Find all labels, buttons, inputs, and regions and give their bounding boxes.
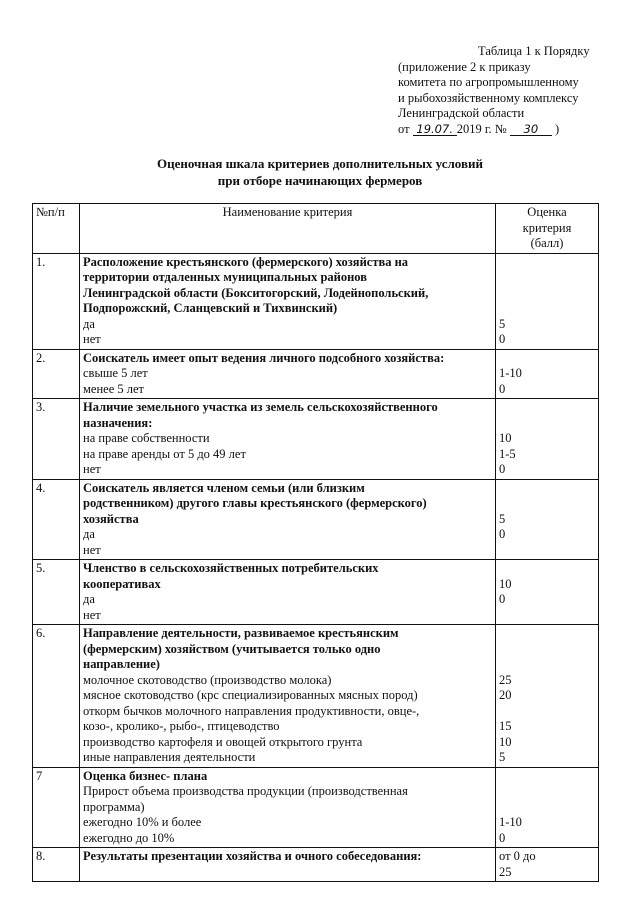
table-row: [33, 560, 599, 625]
score-value: [499, 543, 595, 559]
criterion-option-line: да: [83, 316, 95, 331]
score-value: 20: [499, 688, 512, 702]
score-value: [499, 481, 595, 497]
criterion-title-line: хозяйства: [83, 511, 139, 526]
score-value: 0: [499, 332, 506, 346]
criterion-title-line: Ленинградской области (Бокситогорский, Лодейнопольский,: [83, 285, 429, 300]
score-value: 0: [499, 592, 506, 606]
score-value: [499, 800, 595, 816]
header-line-1: Таблица 1 к Порядку: [478, 44, 590, 58]
criterion-cell: [80, 625, 496, 768]
table-header-row: [33, 204, 599, 254]
criterion-title-line: Соискатель имеет опыт ведения личного подсобного хозяйства:: [83, 350, 445, 365]
score-value: 15: [499, 719, 512, 733]
score-value: 0: [499, 462, 506, 476]
criterion-cell: [80, 848, 496, 882]
criterion-cell: [80, 349, 496, 399]
score-value: [499, 784, 595, 800]
score-value: 5: [499, 750, 506, 764]
criterion-option-line: молочное скотоводство (производство молока): [83, 672, 332, 687]
criterion-title-line: территории отдаленных муниципальных районов: [83, 270, 367, 284]
criterion-cell: [80, 560, 496, 625]
criterion-option-line: козо-, кролико-, рыбо-, птицеводство: [83, 719, 280, 733]
header-num: №п/п: [33, 204, 80, 254]
row-number: 8.: [33, 848, 80, 882]
score-value: 25: [499, 864, 512, 879]
score-value: 10: [499, 431, 512, 445]
header-line-3: комитета по агропромышленному: [398, 75, 579, 89]
score-cell: [496, 399, 599, 480]
date-prefix: от: [398, 121, 410, 136]
table-row: [33, 625, 599, 768]
row-number: 2.: [33, 349, 80, 399]
score-value: 1-10: [499, 366, 522, 380]
table-row: [33, 479, 599, 560]
header-score-line: критерия: [522, 220, 572, 235]
score-value: 0: [499, 381, 506, 396]
criterion-title-line: Соискатель является членом семьи (или близким: [83, 480, 365, 495]
criterion-title-line: назначения:: [83, 415, 153, 430]
criterion-option-line: ежегодно 10% и более: [83, 815, 202, 829]
score-cell: [496, 625, 599, 768]
score-value: 0: [499, 830, 506, 845]
criterion-option-line: менее 5 лет: [83, 381, 144, 396]
criterion-title-line: Оценка бизнес- плана: [83, 768, 208, 783]
table-row: [33, 349, 599, 399]
score-value: 1-5: [499, 446, 516, 461]
row-number: 1.: [33, 253, 80, 349]
criterion-option-line: свыше 5 лет: [83, 366, 148, 380]
score-value: [499, 608, 595, 624]
score-value: [499, 769, 595, 785]
score-value: 10: [499, 576, 512, 591]
criterion-option-line: Прирост объема производства продукции (производственная: [83, 784, 408, 798]
header-line-2: (приложение 2 к приказу: [398, 59, 531, 74]
score-value: [499, 255, 595, 271]
criterion-option-line: на праве аренды от 5 до 49 лет: [83, 446, 246, 461]
criterion-option-line: программа): [83, 799, 145, 814]
score-cell: [496, 253, 599, 349]
header-score: [496, 204, 599, 254]
title-line-2: при отборе начинающих фермеров: [217, 173, 423, 188]
criterion-option-line: иные направления деятельности: [83, 750, 256, 764]
criterion-title-line: Расположение крестьянского (фермерского) хозяйства на: [83, 254, 409, 269]
criterion-option-line: нет: [83, 542, 101, 557]
score-value: 1-10: [499, 815, 522, 829]
score-cell: [496, 848, 599, 882]
score-value: [499, 416, 595, 432]
criterion-title-line: Направление деятельности, развиваемое крестьянским: [83, 626, 399, 640]
score-value: 25: [499, 672, 512, 687]
score-value: [499, 351, 595, 367]
document-title: [0, 155, 640, 189]
score-value: 10: [499, 734, 512, 749]
criterion-cell: [80, 253, 496, 349]
handwritten-date: 19.07.: [413, 123, 457, 136]
date-close: ): [554, 121, 560, 136]
criterion-title-line: Членство в сельскохозяйственных потребительских: [83, 561, 379, 575]
criterion-title-line: Результаты презентации хозяйства и очного собеседования:: [83, 849, 422, 863]
criterion-option-line: откорм бычков молочного направления продуктивности, овце-,: [83, 703, 420, 718]
score-value: от 0 до: [499, 849, 536, 863]
score-value: [499, 626, 595, 642]
criterion-option-line: нет: [83, 607, 101, 622]
title-line-1: Оценочная шкала критериев дополнительных условий: [157, 156, 483, 171]
criterion-cell: [80, 399, 496, 480]
handwritten-order-number: 30: [510, 123, 552, 136]
criterion-title-line: (фермерским) хозяйством (учитывается только одно: [83, 641, 381, 656]
table-row: [33, 767, 599, 848]
header-line-4: и рыбохозяйственному комплексу: [398, 90, 579, 105]
criterion-title-line: направление): [83, 657, 160, 671]
criteria-table: [32, 203, 599, 882]
date-year: 2019 г. №: [456, 121, 507, 136]
header-score-line: Оценка: [527, 205, 567, 219]
header-score-line: (балл): [530, 236, 564, 250]
score-cell: [496, 560, 599, 625]
criterion-option-line: ежегодно до 10%: [83, 830, 175, 845]
criterion-title-line: Подпорожский, Сланцевский и Тихвинский): [83, 301, 338, 315]
criterion-title-line: родственником) другого главы крестьянского (фермерского): [83, 496, 427, 510]
criterion-cell: [80, 479, 496, 560]
score-value: [499, 286, 595, 302]
score-value: [499, 400, 595, 416]
score-value: [499, 496, 595, 512]
document-header: [398, 44, 634, 137]
criterion-option-line: нет: [83, 462, 101, 476]
score-cell: [496, 767, 599, 848]
criterion-option-line: мясное скотоводство (крс специализированных мясных пород): [83, 688, 418, 702]
header-date-line: [398, 122, 634, 138]
score-value: [499, 642, 595, 658]
score-value: 5: [499, 511, 506, 526]
header-name: Наименование критерия: [80, 204, 496, 254]
header-line-5: Ленинградской области: [398, 106, 525, 120]
criterion-title-line: кооперативах: [83, 576, 161, 591]
score-value: [499, 270, 595, 286]
table-row: [33, 848, 599, 882]
score-value: 5: [499, 316, 506, 331]
score-cell: [496, 349, 599, 399]
row-number: 3.: [33, 399, 80, 480]
score-cell: [496, 479, 599, 560]
criterion-title-line: Наличие земельного участка из земель сельскохозяйственного: [83, 400, 438, 414]
row-number: 5.: [33, 560, 80, 625]
row-number: 6.: [33, 625, 80, 768]
criterion-option-line: да: [83, 527, 95, 541]
criterion-cell: [80, 767, 496, 848]
score-value: [499, 561, 595, 577]
score-value: [499, 657, 595, 673]
criterion-option-line: на праве собственности: [83, 431, 210, 445]
table-row: [33, 399, 599, 480]
criterion-option-line: производство картофеля и овощей открытого грунта: [83, 734, 363, 749]
table-row: [33, 253, 599, 349]
score-value: [499, 301, 595, 317]
score-value: [499, 704, 595, 720]
row-number: 4.: [33, 479, 80, 560]
criterion-option-line: да: [83, 592, 95, 606]
score-value: 0: [499, 527, 506, 541]
criterion-option-line: нет: [83, 332, 101, 346]
row-number: 7: [33, 767, 80, 848]
